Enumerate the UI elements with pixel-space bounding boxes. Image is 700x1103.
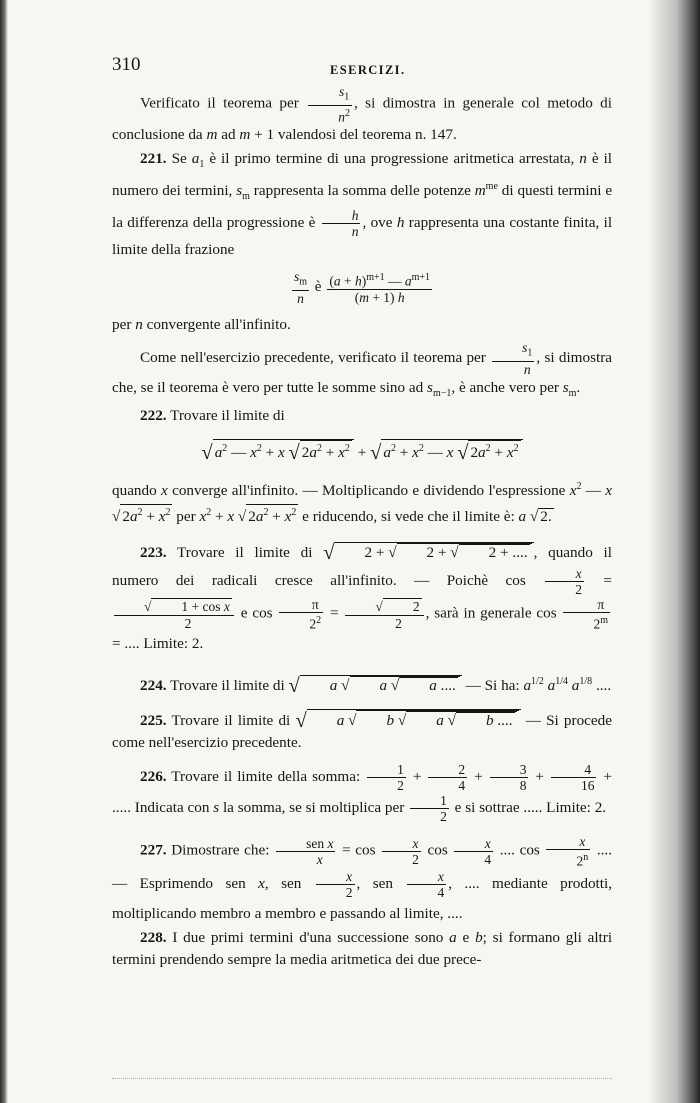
exercise-228: 228. I due primi termini d'una successione sono a e b; si formano gli altri termini prendendo sempre la media aritmetica dei due prece- xyxy=(112,928,613,968)
running-head: ESERCIZI. xyxy=(330,63,406,77)
formula-222: √ $a^2$ — $x^2 + x$ √ $2a^2 + x^2$ + √ $a^2 + x^2$ — x √ $2a^2 + x^2$ xyxy=(112,439,612,464)
page-edge-right xyxy=(648,0,700,1103)
exercise-221-end: per n convergente all'infinito. xyxy=(112,316,291,333)
exercise-222: 222. Trovare il limite di xyxy=(140,406,285,424)
exercise-227: 227. Dimostrare che: sen x x = cos $\frac{x}{2}$ cos $\frac{x}{4}$ .... cos $\frac{x}{2^n}$ .... — Esprimendo sen x, sen $\frac{x}{2}$ , sen $\frac{x}{4}$ , .... mediante prodotti, moltiplicando membro a membro e passando al limite, .... xyxy=(112,834,613,922)
exercise-221: 221. Se $a_1$ è il primo termine di una progressione aritmetica arrestata, n è il numero dei termini, $s_m$ rappresenta la somma delle potenze $m^{me}$ di questi termini e la differenza della progressione è $\frac{h}{n}$ , ove h rappresenta una costante finita, il limite della frazione xyxy=(112,150,613,259)
page-number: 310 xyxy=(112,54,141,75)
bottom-margin-marks xyxy=(112,1078,612,1080)
book-page xyxy=(112,50,612,971)
exercise-221-continuation: Come nell'esercizio precedente, verificato il teorema per $\frac{s_1}{n}$ , si dimostra che, se il teorema è vero per tutte le somme sino ad $s_{m-1}$, è anche vero per $s_m$. xyxy=(112,340,613,399)
exercise-225: 225. Trovare il limite di √ a √ b √ a √ b .... — Si procede come nell'esercizio precedente. xyxy=(112,710,612,752)
formula-221: $\frac{s_m}{n}$ è $\frac{(a + h)^{m+1} — a^{m+1}}{(m + 1) h}$ xyxy=(293,269,431,306)
page-header xyxy=(112,50,612,84)
exercise-226: 226. Trovare il limite della somma: $\frac{1}{2}$ + $\frac{2}{4}$ + $\frac{3}{8}$ + $\frac{4}{16}$ + ..... Indicata con s la somma, se si moltiplica per $\frac{1}{2}$ e si sottrae ..... Limite: 2. xyxy=(112,762,612,825)
exercise-223: 223. Trovare il limite di √ 2 + √ 2 + √ 2 + .... , quando il numero dei radicali cresce all'infinito. — Poichè cos $\frac{x}{2}$ = $\frac{\text{√ 1 + cos x}}{2}$ e cos $\frac{\pi}{2^2}$ = $\frac{√ 2}{2}$ , sarà in generale cos $\frac{\pi}{2^m}$ = .... Limite: 2. xyxy=(112,541,612,653)
intro-paragraph: Verificato il teorema per $\frac{s_1}{n^2}$ , si dimostra in generale col metodo di conclusione da m ad m + 1 valendosi del teorema n. 147. xyxy=(112,84,612,144)
exercise-222-text: quando x converge all'infinito. — Moltiplicando e dividendo l'espressione $x^2$ — x √ $2a^2 + x^2$ per $x^2 + x$ √ $2a^2 + x^2$ e riducendo, si vede che il limite è: a √ 2. xyxy=(112,480,613,525)
exercise-224: 224. Trovare il limite di √ a √ a √ a .... — Si ha: $a^{1/2}$ $a^{1/4}$ $a^{1/8}$ .... xyxy=(140,675,612,698)
page-edge-left xyxy=(0,0,8,1103)
